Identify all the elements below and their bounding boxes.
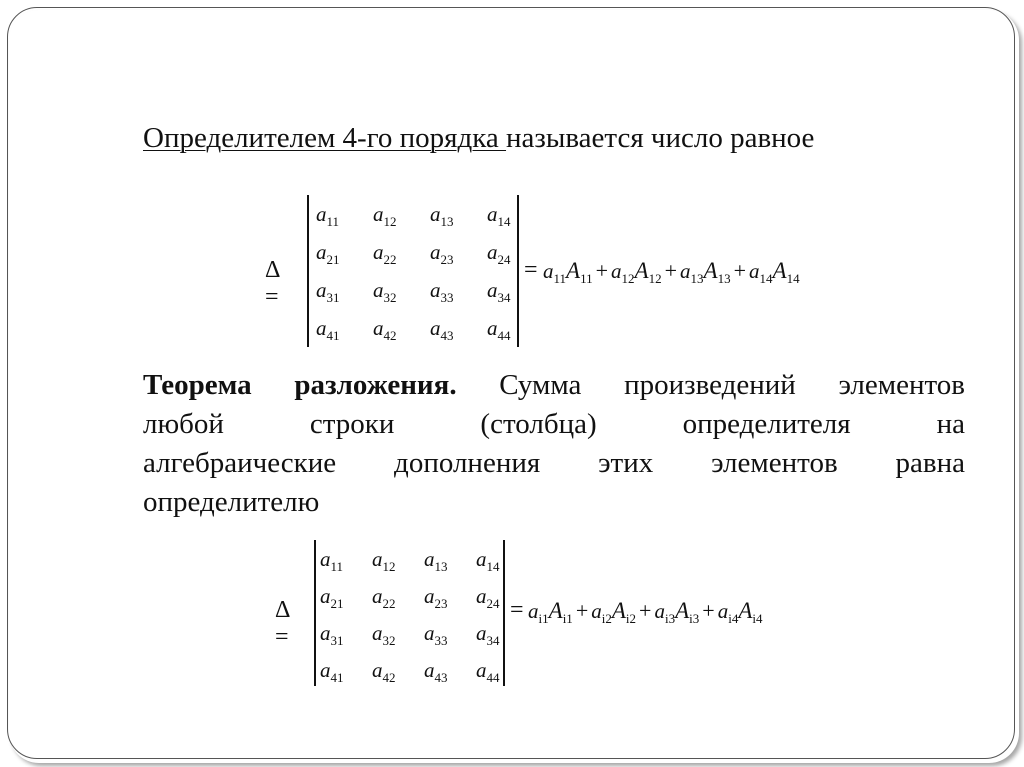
plus-sign: + [639, 598, 652, 623]
matrix-element [487, 316, 511, 344]
symbol: $a_{22}$ [372, 584, 396, 611]
matrix-element [424, 547, 448, 575]
matrix-element [320, 621, 344, 649]
matrix-left-bar [307, 195, 309, 347]
symbol: $a_{23}$ [430, 240, 454, 267]
matrix-element [373, 240, 397, 268]
matrix-element [316, 240, 340, 268]
symbol: $A_{i4}$ [738, 598, 763, 626]
expansion-rhs-2 [528, 598, 763, 627]
matrix-element [424, 658, 448, 686]
plus-sign: + [733, 258, 747, 283]
symbol: $a_{24}$ [476, 584, 500, 611]
symbol: $a_{42}$ [372, 658, 396, 685]
symbol: $a_{42}$ [373, 316, 397, 343]
symbol: $a_{i3}$ [654, 599, 676, 626]
symbol: $a_{22}$ [373, 240, 397, 267]
matrix-element [424, 621, 448, 649]
heading-underlined-text: Определителем 4-го порядка [143, 122, 507, 154]
symbol: $a_{31}$ [316, 278, 340, 305]
matrix-element [430, 240, 454, 268]
matrix-element [430, 202, 454, 230]
matrix-element [476, 658, 500, 686]
equals-sign: = [524, 257, 538, 283]
symbol: $A_{13}$ [703, 258, 731, 286]
symbol: $a_{i4}$ [717, 599, 739, 626]
symbol: $a_{11}$ [320, 547, 344, 574]
definition-heading [143, 122, 814, 155]
symbol: $a_{21}$ [316, 240, 340, 267]
symbol: $a_{24}$ [487, 240, 511, 267]
matrix-element [320, 584, 344, 612]
symbol: $a_{14}$ [749, 259, 773, 286]
matrix-element [430, 278, 454, 306]
matrix-element [320, 547, 343, 575]
expansion-rhs-1 [543, 258, 800, 287]
symbol: $A_{14}$ [772, 258, 800, 286]
theorem-title: Теорема разложения. [143, 369, 457, 401]
matrix-element [316, 316, 340, 344]
plus-sign: + [702, 598, 715, 623]
symbol: $a_{23}$ [424, 584, 448, 611]
symbol: $a_{12}$ [611, 259, 635, 286]
theorem-line-1: Теорема разложения. Сумма произведений элементов [143, 369, 965, 401]
matrix-element [424, 584, 448, 612]
matrix-element [476, 547, 500, 575]
matrix-element [316, 202, 339, 230]
matrix-element [316, 278, 340, 306]
symbol: $a_{i2}$ [591, 599, 612, 626]
symbol: $a_{32}$ [373, 278, 397, 305]
matrix-element [372, 547, 396, 575]
matrix-left-bar [314, 540, 316, 686]
equals-sign: = [510, 597, 524, 623]
symbol: $a_{14}$ [487, 202, 511, 229]
matrix-element [476, 621, 500, 649]
matrix-element [430, 316, 454, 344]
symbol: $A_{11}$ [566, 258, 593, 286]
symbol: $a_{44}$ [476, 658, 500, 685]
matrix-right-bar [503, 540, 505, 686]
symbol: $A_{i2}$ [611, 598, 637, 626]
matrix-element [373, 278, 397, 306]
symbol: $a_{32}$ [372, 621, 396, 648]
matrix-element [487, 240, 511, 268]
symbol: $a_{i1}$ [528, 599, 549, 626]
symbol: $a_{21}$ [320, 584, 344, 611]
matrix-element [372, 621, 396, 649]
theorem-line-3: алгебраические дополнения этих элементов равна [143, 447, 965, 479]
symbol: $A_{i3}$ [675, 598, 700, 626]
plus-sign: + [575, 598, 589, 623]
matrix-element [476, 584, 500, 612]
symbol: $a_{44}$ [487, 316, 511, 343]
symbol: $a_{34}$ [476, 621, 500, 648]
heading-rest-text: называется число равное [506, 122, 815, 154]
symbol: $a_{33}$ [430, 278, 454, 305]
symbol: $a_{31}$ [320, 621, 344, 648]
matrix-element [320, 658, 344, 686]
symbol: $a_{12}$ [372, 547, 396, 574]
matrix-element [373, 202, 397, 230]
symbol: $a_{34}$ [487, 278, 511, 305]
plus-sign: + [664, 258, 678, 283]
symbol: $a_{33}$ [424, 621, 448, 648]
theorem-text [143, 366, 965, 522]
matrix-element [487, 278, 511, 306]
symbol: $a_{12}$ [373, 202, 397, 229]
symbol: $A_{i1}$ [548, 598, 573, 626]
symbol: $a_{14}$ [476, 547, 500, 574]
matrix-element [373, 316, 397, 344]
symbol: $a_{13}$ [424, 547, 448, 574]
matrix-element [372, 658, 396, 686]
symbol: $a_{43}$ [430, 316, 454, 343]
matrix-element [487, 202, 511, 230]
symbol: $a_{13}$ [430, 202, 454, 229]
delta-lhs: Δ = [275, 597, 290, 650]
symbol: $a_{11}$ [316, 202, 340, 229]
theorem-line-4: определителю [143, 486, 320, 518]
symbol: $a_{11}$ [543, 259, 567, 286]
theorem-line-2: любой строки (столбца) определителя на [143, 408, 965, 440]
symbol: $a_{41}$ [316, 316, 340, 343]
plus-sign: + [595, 258, 609, 283]
matrix-element [372, 584, 396, 612]
symbol: $a_{13}$ [680, 259, 704, 286]
delta-lhs: Δ = [265, 257, 280, 310]
symbol: $a_{43}$ [424, 658, 448, 685]
symbol: $a_{41}$ [320, 658, 344, 685]
symbol: $A_{12}$ [634, 258, 662, 286]
matrix-right-bar [517, 195, 519, 347]
